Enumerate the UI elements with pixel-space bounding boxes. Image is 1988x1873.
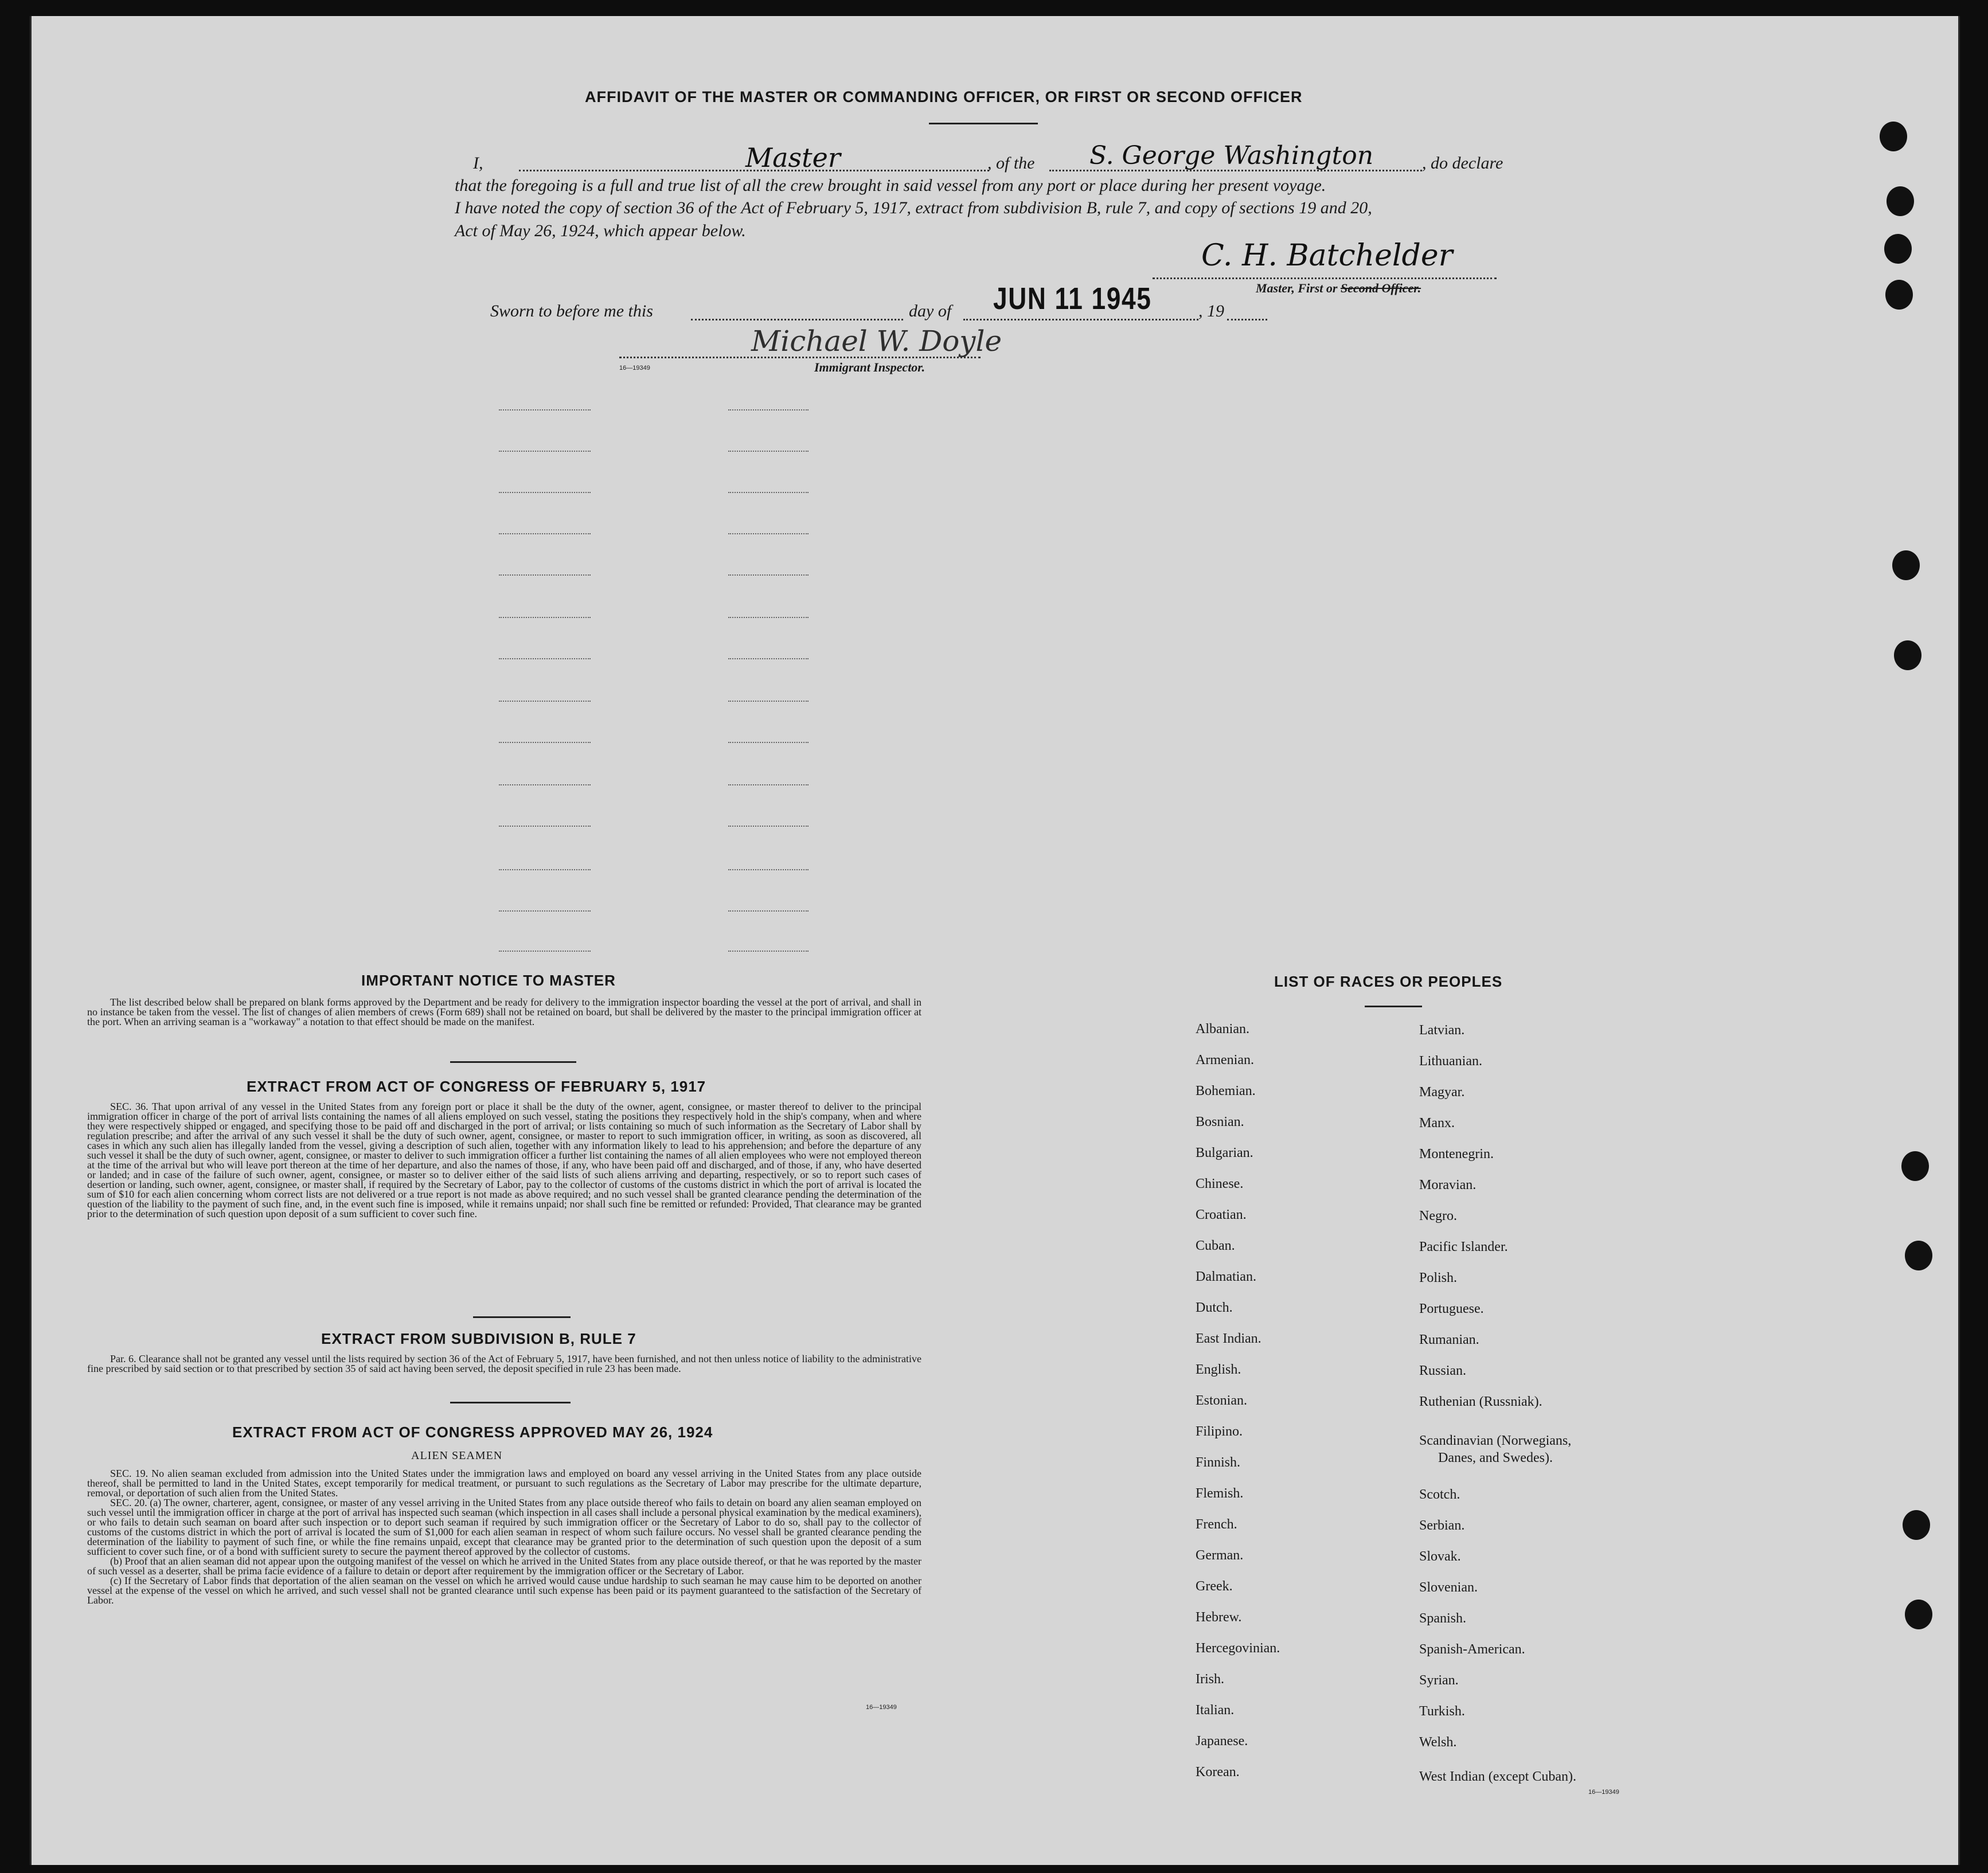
punch-hole bbox=[1905, 1241, 1932, 1270]
race-right: Latvian. bbox=[1419, 1023, 1465, 1038]
blank-row-mark bbox=[499, 617, 591, 618]
extract-1917-paragraph: SEC. 36. That upon arrival of any vessel in the United States from any foreign port or place it shall be the duty of the owner, agent, consignee, or master thereof to deliver to the principal immigration officer in charge of the port of arrival lists containing the names of all aliens employed on such vessel, stating the positions they respectively hold in the ship's company, when and where they were respectively shipped or engaged, and specifying those to be paid off and discharged in the port of arrival; or lists containing so much of such information as the Secretary of Labor shall by regulation prescribe; and after the arrival of any such vessel it shall be the duty of such owner, agent, consignee, or master to report to such immigration officer, in writing, as soon as discovered, all cases in which any such alien has illegally landed from the vessel, giving a description of such alien, together with any information likely to lead to his apprehension; and before the departure of any such vessel it shall be the duty of such owner, agent, consignee, or master to deliver to such immigration officer a further list containing the names of all alien employees who were not employed thereon at the time of the arrival but who will leave port thereon at the time of her departure, and also the names of those, if any, who have been paid off and discharged, and of those, if any, who have deserted or landed; and in case of the failure of such owner, agent, consignee, or master so to deliver either of the said lists of such aliens arriving and departing, respectively, or so to report such cases of desertion or landing, such owner, agent, consignee, or master shall, if required by the Secretary of Labor, pay to the collector of customs of the customs district in which the port of arrival is located the sum of $10 for each alien concerning whom correct lists are not delivered or a true report is not made as above required; and no such vessel shall be granted clearance pending the determination of the question of the liability to the payment of such fine, and, in the event such fine is imposed, while it remains unpaid; nor shall such fine be remitted or refunded: Provided, That clearance may be granted prior to the determination of such question upon deposit of a sum sufficient to cover such fine. bbox=[87, 1101, 921, 1219]
year-line bbox=[1227, 319, 1267, 320]
race-left: Bosnian. bbox=[1196, 1115, 1244, 1129]
do-declare-label: , do declare bbox=[1422, 154, 1503, 173]
race-left: Armenian. bbox=[1196, 1053, 1254, 1068]
affidavit-line-4: Act of May 26, 1924, which appear below. bbox=[455, 221, 746, 240]
punch-hole bbox=[1894, 640, 1921, 670]
race-right: Danes, and Swedes). bbox=[1438, 1450, 1553, 1465]
race-right: Scotch. bbox=[1419, 1487, 1460, 1502]
signature-line bbox=[1153, 277, 1497, 279]
handwritten-vessel: S. George Washington bbox=[1089, 141, 1374, 170]
race-left: Greek. bbox=[1196, 1579, 1233, 1594]
blank-row-mark bbox=[728, 451, 809, 452]
punch-hole bbox=[1880, 122, 1907, 151]
race-right: Negro. bbox=[1419, 1209, 1457, 1223]
race-right: Scandinavian (Norwegians, bbox=[1419, 1433, 1572, 1448]
race-left: Finnish. bbox=[1196, 1455, 1241, 1470]
sec19-paragraph: SEC. 19. No alien seaman excluded from admission into the United States under the immigration laws and employed on board any vessel arriving in the United States from any place outside thereof, shall be permitted to land in the United States, except temporarily for medical treatment, or pursuant to such regulations as the Secretary of Labor may prescribe for the ultimate departure, removal, or deportation of such alien from the United States. bbox=[87, 1468, 921, 1499]
race-left: Croatian. bbox=[1196, 1207, 1247, 1222]
of-the-label: , of the bbox=[987, 154, 1035, 173]
race-left: French. bbox=[1196, 1517, 1237, 1532]
race-left: Filipino. bbox=[1196, 1424, 1243, 1439]
punch-hole bbox=[1901, 1151, 1929, 1181]
race-left: Bulgarian. bbox=[1196, 1145, 1253, 1160]
extract-rule7-text bbox=[87, 1354, 921, 1374]
extract-rule7-title: EXTRACT FROM SUBDIVISION B, RULE 7 bbox=[321, 1330, 636, 1347]
race-left: Albanian. bbox=[1196, 1022, 1249, 1037]
race-left: Chinese. bbox=[1196, 1176, 1244, 1191]
race-right: Ruthenian (Russniak). bbox=[1419, 1394, 1542, 1409]
section-rule bbox=[450, 1402, 571, 1403]
inspector-caption: Immigrant Inspector. bbox=[814, 360, 925, 374]
blank-row-mark bbox=[728, 826, 809, 827]
blank-row-mark bbox=[728, 617, 809, 618]
blank-row-mark bbox=[728, 658, 809, 659]
blank-row-mark bbox=[499, 951, 591, 952]
race-right: Moravian. bbox=[1419, 1178, 1477, 1192]
notice-title: IMPORTANT NOTICE TO MASTER bbox=[361, 972, 616, 989]
blank-row-mark bbox=[728, 951, 809, 952]
inspector-line bbox=[619, 357, 981, 358]
race-left: East Indian. bbox=[1196, 1331, 1261, 1346]
race-right: Montenegrin. bbox=[1419, 1147, 1494, 1162]
affidavit-line-3: I have noted the copy of section 36 of the Act of February 5, 1917, extract from subdivision B, rule 7, and copy of sections 19 and 20, bbox=[455, 198, 1372, 217]
blank-row-mark bbox=[499, 826, 591, 827]
blank-row-mark bbox=[728, 910, 809, 912]
extract-rule7-paragraph: Par. 6. Clearance shall not be granted any vessel until the lists required by section 36 of the Act of February 5, 1917, have been furnished, and not then unless notice of liability to the administrative fine prescribed by said section or to that prescribed by section 35 of said act having been served, the deposit specified in rule 23 has been made. bbox=[87, 1353, 921, 1374]
section-rule bbox=[473, 1316, 571, 1318]
blank-row-mark bbox=[499, 658, 591, 659]
sec20b-paragraph: (b) Proof that an alien seaman did not appear upon the outgoing manifest of the vessel on which he arrived in the United States from any place outside thereof, or that he was reported by the master of such vessel as a deserter, shall be prima facie evidence of a failure to detain or deport after requirement by the immigration officer or the Secretary of Labor. bbox=[87, 1555, 921, 1577]
races-title: LIST OF RACES OR PEOPLES bbox=[1274, 973, 1503, 990]
blank-row-mark bbox=[499, 533, 591, 534]
race-left: Bohemian. bbox=[1196, 1084, 1256, 1098]
race-right: Slovak. bbox=[1419, 1549, 1461, 1564]
form-number-bottom-right: 16—19349 bbox=[1588, 1789, 1619, 1796]
race-right: Pacific Islander. bbox=[1419, 1239, 1508, 1254]
master-caption bbox=[1256, 281, 1421, 296]
affidavit-title: AFFIDAVIT OF THE MASTER OR COMMANDING OFFICER, OR FIRST OR SECOND OFFICER bbox=[585, 88, 1303, 105]
race-left: Dalmatian. bbox=[1196, 1269, 1256, 1284]
extract-1924-title: EXTRACT FROM ACT OF CONGRESS APPROVED MAY 26, 1924 bbox=[232, 1424, 713, 1441]
blank-row-mark bbox=[499, 574, 591, 576]
extract-1917-text bbox=[87, 1102, 921, 1219]
race-right: Spanish. bbox=[1419, 1611, 1467, 1626]
blank-row-mark bbox=[728, 574, 809, 576]
race-right: Rumanian. bbox=[1419, 1332, 1479, 1347]
race-right: Syrian. bbox=[1419, 1673, 1459, 1688]
section-rule bbox=[450, 1061, 576, 1063]
race-right: Slovenian. bbox=[1419, 1580, 1478, 1595]
punch-hole bbox=[1892, 550, 1920, 580]
race-left: Hercegovinian. bbox=[1196, 1641, 1280, 1656]
punch-hole bbox=[1885, 280, 1913, 310]
race-right: Polish. bbox=[1419, 1270, 1458, 1285]
scan-border-bottom bbox=[0, 1865, 1988, 1873]
blank-row-mark bbox=[499, 492, 591, 493]
blank-row-mark bbox=[499, 910, 591, 912]
race-right: Russian. bbox=[1419, 1363, 1467, 1378]
blank-row-mark bbox=[728, 492, 809, 493]
race-left: German. bbox=[1196, 1548, 1244, 1563]
sworn-day-line bbox=[691, 319, 903, 320]
race-right: Manx. bbox=[1419, 1116, 1455, 1131]
race-right: Spanish-American. bbox=[1419, 1642, 1525, 1657]
handwritten-name: Master bbox=[745, 142, 841, 173]
sec20c-paragraph: (c) If the Secretary of Labor finds that deportation of the alien seaman on the vessel on which he arrived would cause undue hardship to such seaman he may cause him to be deported on another vessel at the expense of the vessel on which he arrived, and such vessel shall not be granted clearance until such expense has been paid or its payment guaranteed to the satisfaction of the Secretary of Labor. bbox=[87, 1575, 921, 1606]
punch-hole bbox=[1887, 186, 1914, 216]
inspector-signature: Michael W. Doyle bbox=[751, 324, 1002, 358]
blank-row-mark bbox=[728, 409, 809, 410]
race-left: Italian. bbox=[1196, 1703, 1235, 1718]
form-number-bottom-left: 16—19349 bbox=[866, 1704, 897, 1711]
master-signature: C. H. Batchelder bbox=[1201, 238, 1453, 273]
sworn-label: Sworn to before me this bbox=[490, 302, 653, 320]
race-left: Estonian. bbox=[1196, 1393, 1247, 1408]
races-title-rule bbox=[1365, 1006, 1422, 1007]
blank-row-mark bbox=[499, 451, 591, 452]
blank-row-mark bbox=[728, 701, 809, 702]
race-left: English. bbox=[1196, 1362, 1241, 1377]
alien-seamen-subtitle: ALIEN SEAMEN bbox=[411, 1449, 503, 1462]
month-line bbox=[963, 319, 1198, 320]
race-left: Dutch. bbox=[1196, 1300, 1233, 1315]
blank-row-mark bbox=[728, 533, 809, 534]
race-right: West Indian (except Cuban). bbox=[1419, 1769, 1576, 1784]
race-left: Korean. bbox=[1196, 1765, 1240, 1780]
race-left: Japanese. bbox=[1196, 1734, 1248, 1749]
title-rule bbox=[929, 123, 1038, 124]
day-of-label: day of bbox=[909, 302, 952, 320]
race-left: Hebrew. bbox=[1196, 1610, 1242, 1625]
blank-row-mark bbox=[499, 869, 591, 870]
scan-border-right bbox=[1956, 0, 1988, 1873]
notice-paragraph: The list described below shall be prepared on blank forms approved by the Department and be ready for delivery to the immigration inspector boarding the vessel at the port of arrival, and shall in no instance be taken from the vessel. The list of changes of alien members of crews (Form 689) shall not be retained on board, but shall be delivered by the master to the principal immigration officer at the port. When an arriving seaman is a "workaway" a notation to that effect should be made on the manifest. bbox=[87, 996, 921, 1027]
blank-row-mark bbox=[499, 784, 591, 785]
blank-row-mark bbox=[499, 742, 591, 743]
race-right: Magyar. bbox=[1419, 1085, 1465, 1100]
notice-text bbox=[87, 998, 921, 1027]
year-label: , 19 bbox=[1198, 302, 1224, 320]
blank-row-mark bbox=[728, 784, 809, 785]
punch-hole bbox=[1884, 234, 1912, 264]
race-right: Welsh. bbox=[1419, 1735, 1457, 1750]
struck-caption: Second Officer. bbox=[1340, 281, 1421, 295]
affidavit-i-label: I, bbox=[473, 154, 483, 173]
form-number-top: 16—19349 bbox=[619, 365, 650, 372]
race-right: Serbian. bbox=[1419, 1518, 1465, 1533]
blank-row-mark bbox=[728, 869, 809, 870]
race-left: Flemish. bbox=[1196, 1486, 1244, 1501]
scan-border-top bbox=[0, 0, 1988, 16]
blank-row-mark bbox=[728, 742, 809, 743]
punch-hole bbox=[1903, 1510, 1930, 1540]
blank-row-mark bbox=[499, 701, 591, 702]
race-left: Cuban. bbox=[1196, 1238, 1235, 1253]
master-caption-text: Master, First or bbox=[1256, 281, 1338, 295]
race-right: Lithuanian. bbox=[1419, 1054, 1482, 1069]
date-stamp: JUN 11 1945 bbox=[993, 281, 1152, 316]
punch-hole bbox=[1905, 1600, 1932, 1629]
blank-row-mark bbox=[499, 409, 591, 410]
scan-border-left bbox=[0, 0, 30, 1873]
race-right: Portuguese. bbox=[1419, 1301, 1484, 1316]
sec20a-paragraph: SEC. 20. (a) The owner, charterer, agent, consignee, or master of any vessel arriving in the United States from any place outside thereof who fails to detain on board any alien seaman employed on such vessel until the immigration officer in charge at the port of arrival has inspected such seaman (which inspection in all cases shall include a personal physical examination by the medical examiners), or who fails to detain such seaman on board after such inspection or to deport such seaman if required by such immigration officer or the Secretary of Labor to do so, shall pay to the collector of customs of the customs district in which the port of arrival is located the sum of $1,000 for each alien seaman in respect of whom such failure occurs. No vessel shall be granted clearance pending the determination of the liability to payment of such fine, or while the fine remains unpaid, except that clearance may be granted prior to the determination of such question upon the deposit of a sum sufficient to cover such fine, or of a bond with sufficient surety to secure the payment thereof approved by the collector of customs. bbox=[87, 1497, 921, 1557]
affidavit-line-2: that the foregoing is a full and true list of all the crew brought in said vessel from any port or place during her present voyage. bbox=[455, 176, 1326, 195]
race-right: Turkish. bbox=[1419, 1704, 1465, 1719]
extract-1924-text bbox=[87, 1469, 921, 1605]
race-left: Irish. bbox=[1196, 1672, 1224, 1687]
extract-1917-title: EXTRACT FROM ACT OF CONGRESS OF FEBRUARY 5, 1917 bbox=[247, 1078, 706, 1095]
